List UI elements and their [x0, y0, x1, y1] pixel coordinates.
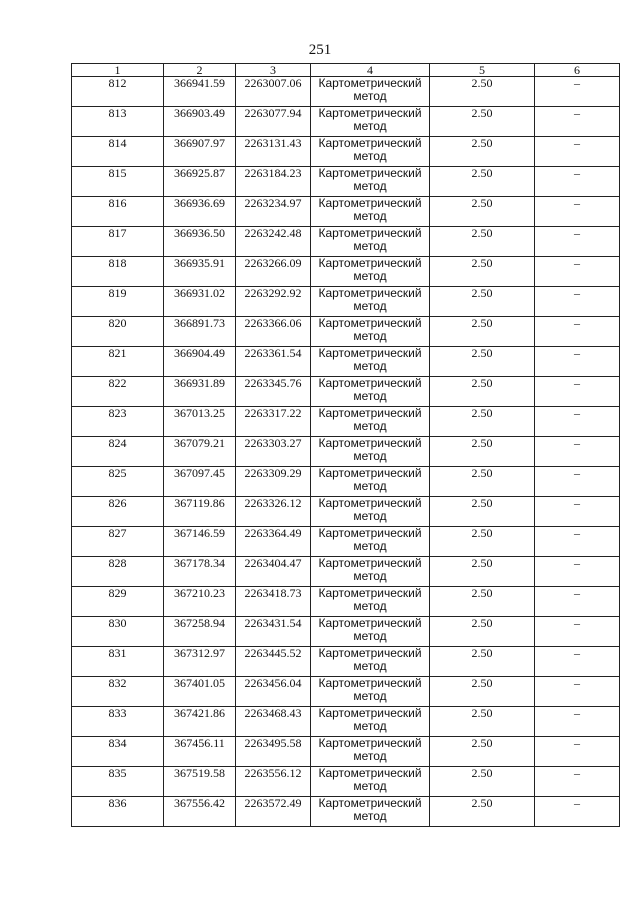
table-row	[72, 587, 620, 617]
table-row	[72, 257, 620, 287]
y-coordinate-cell: 2263292.92	[236, 287, 311, 317]
method-line-2: метод	[353, 479, 387, 493]
accuracy-cell: 2.50	[430, 767, 535, 797]
x-coordinate-cell: 367013.25	[164, 407, 236, 437]
method-line-1: Картометрический	[318, 76, 422, 90]
y-coordinate-cell: 2263131.43	[236, 137, 311, 167]
table-row	[72, 467, 620, 497]
method-line-2: метод	[353, 179, 387, 193]
method-line-1: Картометрический	[318, 736, 422, 750]
method-line-1: Картометрический	[318, 406, 422, 420]
y-coordinate-cell: 2263266.09	[236, 257, 311, 287]
method-line-1: Картометрический	[318, 316, 422, 330]
accuracy-cell: 2.50	[430, 137, 535, 167]
method-line-2: метод	[353, 629, 387, 643]
method-cell	[311, 707, 430, 737]
column-header-5: 5	[430, 64, 535, 77]
method-line-2: метод	[353, 569, 387, 583]
accuracy-cell: 2.50	[430, 107, 535, 137]
table-row	[72, 527, 620, 557]
point-number-cell: 834	[72, 737, 164, 767]
method-line-1: Картометрический	[318, 676, 422, 690]
table-row	[72, 77, 620, 107]
point-number-cell: 830	[72, 617, 164, 647]
note-cell: –	[535, 647, 620, 677]
method-cell	[311, 467, 430, 497]
point-number-cell: 833	[72, 707, 164, 737]
method-line-2: метод	[353, 449, 387, 463]
note-cell: –	[535, 587, 620, 617]
y-coordinate-cell: 2263556.12	[236, 767, 311, 797]
accuracy-cell: 2.50	[430, 197, 535, 227]
method-line-2: метод	[353, 779, 387, 793]
method-cell	[311, 557, 430, 587]
point-number-cell: 817	[72, 227, 164, 257]
table-row	[72, 737, 620, 767]
x-coordinate-cell: 367210.23	[164, 587, 236, 617]
accuracy-cell: 2.50	[430, 77, 535, 107]
note-cell: –	[535, 617, 620, 647]
y-coordinate-cell: 2263445.52	[236, 647, 311, 677]
y-coordinate-cell: 2263364.49	[236, 527, 311, 557]
table-row	[72, 197, 620, 227]
method-cell	[311, 317, 430, 347]
method-line-2: метод	[353, 239, 387, 253]
accuracy-cell: 2.50	[430, 467, 535, 497]
method-cell	[311, 77, 430, 107]
accuracy-cell: 2.50	[430, 167, 535, 197]
method-line-1: Картометрический	[318, 466, 422, 480]
method-line-2: метод	[353, 749, 387, 763]
accuracy-cell: 2.50	[430, 677, 535, 707]
method-line-1: Картометрический	[318, 376, 422, 390]
accuracy-cell: 2.50	[430, 407, 535, 437]
method-cell	[311, 767, 430, 797]
point-number-cell: 826	[72, 497, 164, 527]
y-coordinate-cell: 2263184.23	[236, 167, 311, 197]
note-cell: –	[535, 317, 620, 347]
method-line-2: метод	[353, 809, 387, 823]
point-number-cell: 822	[72, 377, 164, 407]
note-cell: –	[535, 257, 620, 287]
y-coordinate-cell: 2263404.47	[236, 557, 311, 587]
accuracy-cell: 2.50	[430, 497, 535, 527]
x-coordinate-cell: 367119.86	[164, 497, 236, 527]
point-number-cell: 829	[72, 587, 164, 617]
method-line-2: метод	[353, 209, 387, 223]
table-row	[72, 617, 620, 647]
accuracy-cell: 2.50	[430, 527, 535, 557]
method-line-1: Картометрический	[318, 586, 422, 600]
table-row	[72, 287, 620, 317]
point-number-cell: 835	[72, 767, 164, 797]
note-cell: –	[535, 437, 620, 467]
y-coordinate-cell: 2263309.29	[236, 467, 311, 497]
y-coordinate-cell: 2263456.04	[236, 677, 311, 707]
table-body	[72, 77, 620, 827]
accuracy-cell: 2.50	[430, 617, 535, 647]
x-coordinate-cell: 367519.58	[164, 767, 236, 797]
x-coordinate-cell: 367079.21	[164, 437, 236, 467]
point-number-cell: 819	[72, 287, 164, 317]
note-cell: –	[535, 347, 620, 377]
method-cell	[311, 647, 430, 677]
y-coordinate-cell: 2263326.12	[236, 497, 311, 527]
y-coordinate-cell: 2263366.06	[236, 317, 311, 347]
point-number-cell: 828	[72, 557, 164, 587]
x-coordinate-cell: 366931.89	[164, 377, 236, 407]
method-line-1: Картометрический	[318, 286, 422, 300]
note-cell: –	[535, 137, 620, 167]
method-line-1: Картометрический	[318, 496, 422, 510]
method-line-1: Картометрический	[318, 346, 422, 360]
x-coordinate-cell: 366936.69	[164, 197, 236, 227]
y-coordinate-cell: 2263468.43	[236, 707, 311, 737]
accuracy-cell: 2.50	[430, 227, 535, 257]
column-header-4: 4	[311, 64, 430, 77]
method-cell	[311, 617, 430, 647]
method-cell	[311, 197, 430, 227]
method-cell	[311, 797, 430, 827]
y-coordinate-cell: 2263495.58	[236, 737, 311, 767]
method-cell	[311, 137, 430, 167]
note-cell: –	[535, 107, 620, 137]
note-cell: –	[535, 197, 620, 227]
method-cell	[311, 677, 430, 707]
method-line-1: Картометрический	[318, 796, 422, 810]
note-cell: –	[535, 287, 620, 317]
x-coordinate-cell: 367401.05	[164, 677, 236, 707]
method-line-2: метод	[353, 509, 387, 523]
point-number-cell: 821	[72, 347, 164, 377]
point-number-cell: 815	[72, 167, 164, 197]
x-coordinate-cell: 366907.97	[164, 137, 236, 167]
point-number-cell: 831	[72, 647, 164, 677]
x-coordinate-cell: 367556.42	[164, 797, 236, 827]
y-coordinate-cell: 2263242.48	[236, 227, 311, 257]
table-row	[72, 137, 620, 167]
y-coordinate-cell: 2263234.97	[236, 197, 311, 227]
table-row	[72, 437, 620, 467]
note-cell: –	[535, 527, 620, 557]
point-number-cell: 812	[72, 77, 164, 107]
accuracy-cell: 2.50	[430, 797, 535, 827]
table-row	[72, 377, 620, 407]
method-line-2: метод	[353, 359, 387, 373]
note-cell: –	[535, 797, 620, 827]
y-coordinate-cell: 2263345.76	[236, 377, 311, 407]
x-coordinate-cell: 366891.73	[164, 317, 236, 347]
point-number-cell: 825	[72, 467, 164, 497]
method-cell	[311, 107, 430, 137]
x-coordinate-cell: 367421.86	[164, 707, 236, 737]
accuracy-cell: 2.50	[430, 377, 535, 407]
column-header-2: 2	[164, 64, 236, 77]
note-cell: –	[535, 557, 620, 587]
method-line-2: метод	[353, 419, 387, 433]
method-cell	[311, 497, 430, 527]
table-row	[72, 707, 620, 737]
method-line-1: Картометрический	[318, 616, 422, 630]
note-cell: –	[535, 497, 620, 527]
page-number: 251	[308, 42, 332, 58]
method-line-2: метод	[353, 689, 387, 703]
x-coordinate-cell: 367312.97	[164, 647, 236, 677]
note-cell: –	[535, 467, 620, 497]
y-coordinate-cell: 2263361.54	[236, 347, 311, 377]
accuracy-cell: 2.50	[430, 737, 535, 767]
note-cell: –	[535, 77, 620, 107]
point-number-cell: 823	[72, 407, 164, 437]
method-cell	[311, 737, 430, 767]
column-header-1: 1	[72, 64, 164, 77]
column-header-3: 3	[236, 64, 311, 77]
note-cell: –	[535, 227, 620, 257]
method-line-1: Картометрический	[318, 526, 422, 540]
y-coordinate-cell: 2263572.49	[236, 797, 311, 827]
method-cell	[311, 167, 430, 197]
method-line-2: метод	[353, 89, 387, 103]
method-line-2: метод	[353, 539, 387, 553]
table-row	[72, 227, 620, 257]
method-line-1: Картометрический	[318, 196, 422, 210]
y-coordinate-cell: 2263317.22	[236, 407, 311, 437]
table-row	[72, 797, 620, 827]
method-line-2: метод	[353, 659, 387, 673]
note-cell: –	[535, 707, 620, 737]
table-row	[72, 407, 620, 437]
table-row	[72, 767, 620, 797]
method-line-1: Картометрический	[318, 436, 422, 450]
table-row	[72, 497, 620, 527]
method-line-1: Картометрический	[318, 166, 422, 180]
point-number-cell: 814	[72, 137, 164, 167]
column-header-6: 6	[535, 64, 620, 77]
note-cell: –	[535, 407, 620, 437]
method-cell	[311, 347, 430, 377]
accuracy-cell: 2.50	[430, 647, 535, 677]
point-number-cell: 818	[72, 257, 164, 287]
note-cell: –	[535, 377, 620, 407]
method-line-1: Картометрический	[318, 226, 422, 240]
point-number-cell: 813	[72, 107, 164, 137]
accuracy-cell: 2.50	[430, 707, 535, 737]
method-cell	[311, 407, 430, 437]
method-line-1: Картометрический	[318, 106, 422, 120]
method-line-1: Картометрический	[318, 766, 422, 780]
accuracy-cell: 2.50	[430, 437, 535, 467]
method-line-2: метод	[353, 269, 387, 283]
note-cell: –	[535, 677, 620, 707]
note-cell: –	[535, 767, 620, 797]
accuracy-cell: 2.50	[430, 257, 535, 287]
method-line-1: Картометрический	[318, 556, 422, 570]
method-line-2: метод	[353, 329, 387, 343]
y-coordinate-cell: 2263303.27	[236, 437, 311, 467]
x-coordinate-cell: 366904.49	[164, 347, 236, 377]
method-line-2: метод	[353, 149, 387, 163]
point-number-cell: 816	[72, 197, 164, 227]
table-row	[72, 347, 620, 377]
method-line-2: метод	[353, 119, 387, 133]
method-cell	[311, 587, 430, 617]
table-row	[72, 317, 620, 347]
table-row	[72, 677, 620, 707]
method-cell	[311, 287, 430, 317]
x-coordinate-cell: 367178.34	[164, 557, 236, 587]
method-line-2: метод	[353, 719, 387, 733]
method-cell	[311, 437, 430, 467]
point-number-cell: 824	[72, 437, 164, 467]
x-coordinate-cell: 367146.59	[164, 527, 236, 557]
x-coordinate-cell: 366941.59	[164, 77, 236, 107]
method-line-2: метод	[353, 299, 387, 313]
method-cell	[311, 227, 430, 257]
accuracy-cell: 2.50	[430, 347, 535, 377]
point-number-cell: 836	[72, 797, 164, 827]
note-cell: –	[535, 737, 620, 767]
method-line-1: Картометрический	[318, 256, 422, 270]
x-coordinate-cell: 367258.94	[164, 617, 236, 647]
y-coordinate-cell: 2263007.06	[236, 77, 311, 107]
method-line-1: Картометрический	[318, 136, 422, 150]
method-line-1: Картометрический	[318, 706, 422, 720]
note-cell: –	[535, 167, 620, 197]
accuracy-cell: 2.50	[430, 557, 535, 587]
y-coordinate-cell: 2263077.94	[236, 107, 311, 137]
point-number-cell: 827	[72, 527, 164, 557]
x-coordinate-cell: 366903.49	[164, 107, 236, 137]
point-number-cell: 820	[72, 317, 164, 347]
accuracy-cell: 2.50	[430, 587, 535, 617]
method-line-2: метод	[353, 389, 387, 403]
accuracy-cell: 2.50	[430, 287, 535, 317]
table-row	[72, 167, 620, 197]
x-coordinate-cell: 366931.02	[164, 287, 236, 317]
x-coordinate-cell: 367456.11	[164, 737, 236, 767]
table-row	[72, 557, 620, 587]
method-line-2: метод	[353, 599, 387, 613]
accuracy-cell: 2.50	[430, 317, 535, 347]
method-cell	[311, 377, 430, 407]
y-coordinate-cell: 2263418.73	[236, 587, 311, 617]
x-coordinate-cell: 366935.91	[164, 257, 236, 287]
method-cell	[311, 527, 430, 557]
y-coordinate-cell: 2263431.54	[236, 617, 311, 647]
x-coordinate-cell: 367097.45	[164, 467, 236, 497]
x-coordinate-cell: 366936.50	[164, 227, 236, 257]
table-row	[72, 647, 620, 677]
method-cell	[311, 257, 430, 287]
header-row	[72, 64, 620, 77]
table-row	[72, 107, 620, 137]
point-number-cell: 832	[72, 677, 164, 707]
x-coordinate-cell: 366925.87	[164, 167, 236, 197]
method-line-1: Картометрический	[318, 646, 422, 660]
coordinates-table	[71, 63, 620, 827]
